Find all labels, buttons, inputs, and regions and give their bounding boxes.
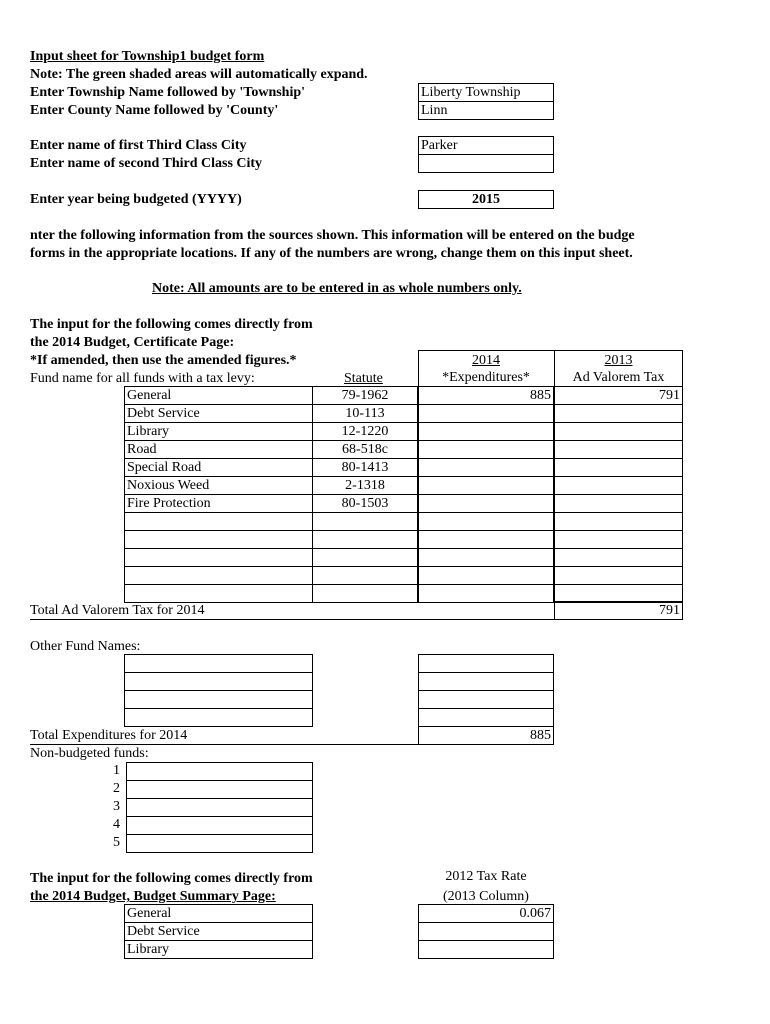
non-budgeted-number: 1 <box>113 763 120 778</box>
total-expenditures-field[interactable]: 885 <box>418 726 554 745</box>
city2-field[interactable] <box>418 154 554 173</box>
tax-rate-cell[interactable] <box>418 940 554 959</box>
col-2013-sub: Ad Valorem Tax <box>572 370 665 385</box>
statute-cell[interactable] <box>312 584 418 603</box>
ad-valorem-tax-cell[interactable] <box>554 566 683 585</box>
budget-year-field[interactable]: 2015 <box>418 190 554 209</box>
township-prompt: Enter Township Name followed by 'Township' <box>30 85 306 100</box>
expenditures-cell[interactable] <box>418 584 554 603</box>
fund-name-cell[interactable]: Debt Service <box>124 404 313 423</box>
fund-name-cell[interactable]: Special Road <box>124 458 313 477</box>
other-fund-names-label: Other Fund Names: <box>30 639 141 654</box>
fund-name-cell[interactable] <box>124 530 313 549</box>
ad-valorem-tax-cell[interactable] <box>554 458 683 477</box>
statute-cell[interactable]: 79-1962 <box>312 386 418 405</box>
summary-fund-cell[interactable]: General <box>124 904 313 923</box>
other-fund-amount-cell[interactable] <box>418 690 554 709</box>
fund-name-cell[interactable]: Library <box>124 422 313 441</box>
statute-cell[interactable] <box>312 548 418 567</box>
expenditures-cell[interactable] <box>418 476 554 495</box>
total-expenditures-label: Total Expenditures for 2014 <box>30 728 188 743</box>
statute-cell[interactable]: 2-1318 <box>312 476 418 495</box>
statute-cell[interactable] <box>312 512 418 531</box>
whole-numbers-note: Note: All amounts are to be entered in as whole numbers only. <box>152 281 522 296</box>
col-2014-sub: *Expenditures* <box>442 370 530 385</box>
ad-valorem-tax-cell[interactable] <box>554 440 683 459</box>
expenditures-cell[interactable] <box>418 512 554 531</box>
non-budgeted-label: Non-budgeted funds: <box>30 746 149 761</box>
fund-name-cell[interactable]: General <box>124 386 313 405</box>
certificate-intro-1: The input for the following comes directly from <box>30 317 313 332</box>
year-prompt: Enter year being budgeted (YYYY) <box>30 192 242 207</box>
other-fund-amount-cell[interactable] <box>418 708 554 727</box>
statute-cell[interactable]: 68-518c <box>312 440 418 459</box>
rate-header-2: (2013 Column) <box>443 889 529 904</box>
total-ad-valorem-tax-field[interactable]: 791 <box>554 601 683 620</box>
page-title: Input sheet for Township1 budget form <box>30 49 265 64</box>
ad-valorem-tax-cell[interactable] <box>554 530 683 549</box>
statute-cell[interactable]: 80-1413 <box>312 458 418 477</box>
fund-name-cell[interactable] <box>124 566 313 585</box>
instructions-line1: nter the following information from the sources shown. This information will be entered on the budge <box>30 228 635 243</box>
expenditures-cell[interactable] <box>418 566 554 585</box>
ad-valorem-tax-cell[interactable] <box>554 512 683 531</box>
statute-cell[interactable]: 12-1220 <box>312 422 418 441</box>
col-2014-year: 2014 <box>472 353 500 368</box>
expenditures-cell[interactable]: 885 <box>418 386 554 405</box>
fund-name-cell[interactable] <box>124 548 313 567</box>
non-budgeted-fund-cell[interactable] <box>126 816 313 835</box>
fund-name-cell[interactable] <box>124 512 313 531</box>
other-fund-amount-cell[interactable] <box>418 654 554 673</box>
expenditures-cell[interactable] <box>418 530 554 549</box>
non-budgeted-number: 4 <box>113 817 120 832</box>
non-budgeted-number: 3 <box>113 799 120 814</box>
rate-header-1: 2012 Tax Rate <box>445 869 527 884</box>
ad-valorem-tax-cell[interactable] <box>554 494 683 513</box>
expenditures-cell[interactable] <box>418 404 554 423</box>
expenditures-cell[interactable] <box>418 422 554 441</box>
other-fund-name-cell[interactable] <box>124 708 313 727</box>
summary-fund-cell[interactable]: Library <box>124 940 313 959</box>
ad-valorem-tax-cell[interactable] <box>554 422 683 441</box>
statute-cell[interactable]: 10-113 <box>312 404 418 423</box>
statute-cell[interactable] <box>312 566 418 585</box>
city1-field[interactable]: Parker <box>418 136 554 155</box>
non-budgeted-fund-cell[interactable] <box>126 834 313 853</box>
ad-valorem-tax-cell[interactable] <box>554 548 683 567</box>
fund-name-cell[interactable]: Fire Protection <box>124 494 313 513</box>
certificate-intro-2: the 2014 Budget, Certificate Page: <box>30 335 235 350</box>
other-fund-name-cell[interactable] <box>124 672 313 691</box>
other-fund-amount-cell[interactable] <box>418 672 554 691</box>
tax-rate-cell[interactable]: 0.067 <box>418 904 554 923</box>
non-budgeted-fund-cell[interactable] <box>126 762 313 781</box>
statute-cell[interactable] <box>312 530 418 549</box>
ad-valorem-tax-cell[interactable]: 791 <box>554 386 683 405</box>
tax-rate-cell[interactable] <box>418 922 554 941</box>
expenditures-cell[interactable] <box>418 440 554 459</box>
non-budgeted-number: 5 <box>113 835 120 850</box>
other-fund-name-cell[interactable] <box>124 690 313 709</box>
city1-prompt: Enter name of first Third Class City <box>30 138 247 153</box>
fund-name-cell[interactable] <box>124 584 313 603</box>
expenditures-cell[interactable] <box>418 548 554 567</box>
col-2013-year: 2013 <box>604 353 633 368</box>
county-prompt: Enter County Name followed by 'County' <box>30 103 279 118</box>
ad-valorem-tax-cell[interactable] <box>554 404 683 423</box>
summary-intro-1: The input for the following comes directly from <box>30 871 313 886</box>
city2-prompt: Enter name of second Third Class City <box>30 156 263 171</box>
non-budgeted-fund-cell[interactable] <box>126 798 313 817</box>
statute-cell[interactable]: 80-1503 <box>312 494 418 513</box>
summary-intro-2: the 2014 Budget, Budget Summary Page: <box>30 889 276 904</box>
certificate-intro-3: *If amended, then use the amended figures.* <box>30 353 297 368</box>
ad-valorem-tax-cell[interactable] <box>554 476 683 495</box>
green-note: Note: The green shaded areas will automatically expand. <box>30 67 368 82</box>
county-name-field[interactable]: Linn <box>418 101 554 120</box>
summary-fund-cell[interactable]: Debt Service <box>124 922 313 941</box>
fund-name-label: Fund name for all funds with a tax levy: <box>30 371 255 386</box>
expenditures-cell[interactable] <box>418 458 554 477</box>
statute-header: Statute <box>344 371 383 386</box>
non-budgeted-number: 2 <box>113 781 120 796</box>
non-budgeted-fund-cell[interactable] <box>126 780 313 799</box>
expenditures-cell[interactable] <box>418 494 554 513</box>
other-fund-name-cell[interactable] <box>124 654 313 673</box>
total-tax-label: Total Ad Valorem Tax for 2014 <box>30 603 205 618</box>
fund-name-cell[interactable]: Noxious Weed <box>124 476 313 495</box>
township-name-field[interactable]: Liberty Township <box>418 83 554 102</box>
fund-name-cell[interactable]: Road <box>124 440 313 459</box>
instructions-line2: forms in the appropriate locations. If any of the numbers are wrong, change them on this input sheet. <box>30 246 633 261</box>
